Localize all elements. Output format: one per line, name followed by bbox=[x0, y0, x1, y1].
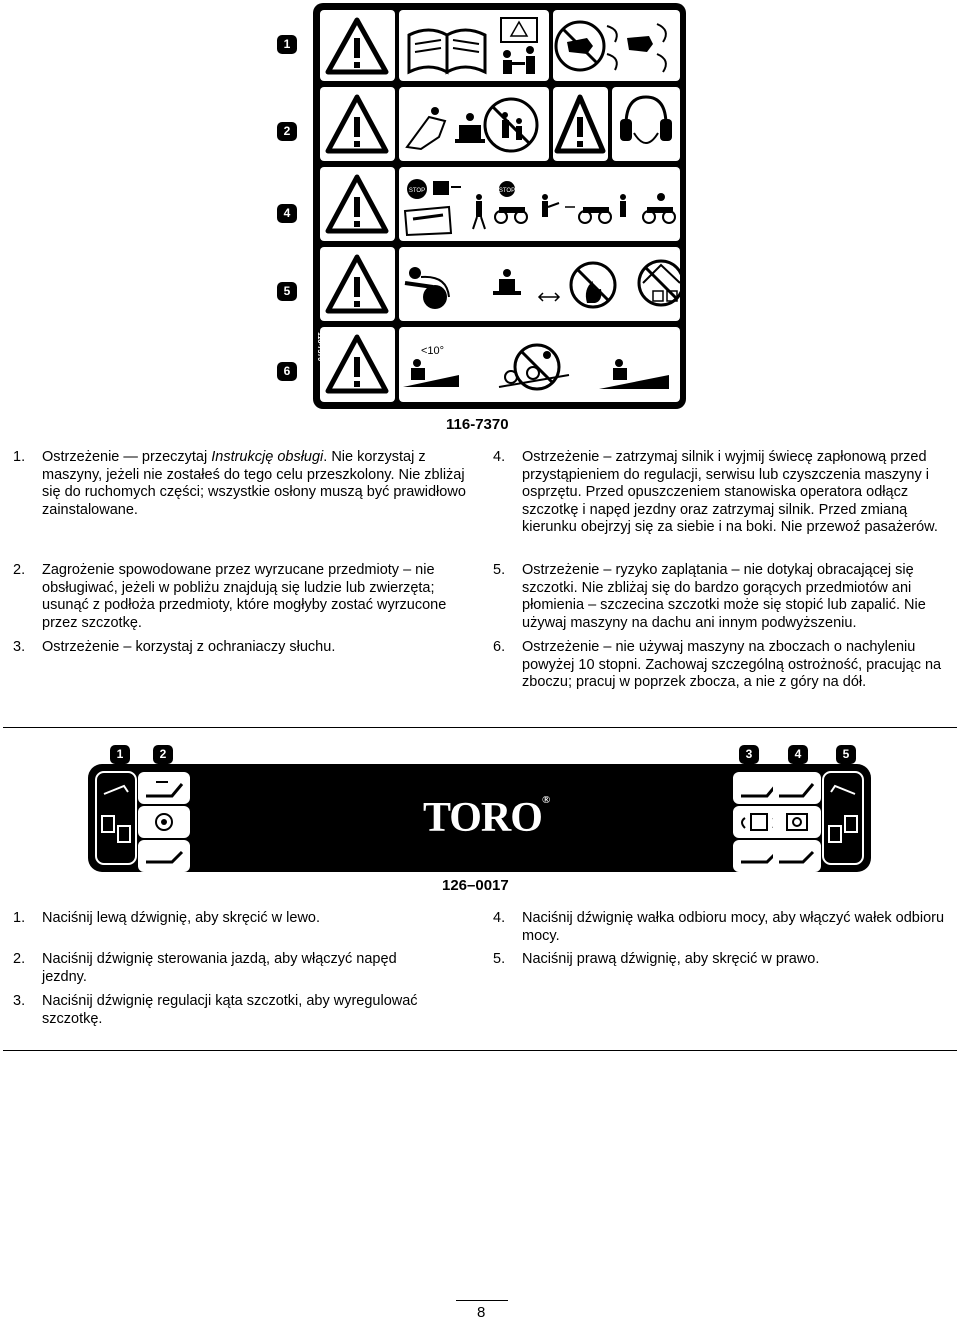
decal1-item-4: 4. Ostrzeżenie – zatrzymaj silnik i wyjmij świecę zapłonową przed przystąpieniem do regulacji, serwisu lub czyszczenia maszyny i osprzętu. Przed opuszczeniem stanowiska operatora odłącz szczotkę i napęd jezdny oraz zatrzymaj silnik. Przed zmianą kierunku obejrzyj się za siebie i na boki. Nie przewoź pasażerów. bbox=[493, 449, 938, 535]
stop-engine-cell bbox=[399, 167, 680, 241]
marker-5: 5 bbox=[836, 745, 856, 764]
svg-text:STOP: STOP bbox=[498, 188, 516, 194]
pto-gear-icon bbox=[773, 806, 821, 838]
read-manual-icon bbox=[399, 10, 549, 81]
moving-parts-cell bbox=[553, 10, 680, 81]
page-number-rule bbox=[456, 1300, 508, 1301]
pto-engage-button[interactable] bbox=[773, 806, 821, 838]
warning-triangle-icon bbox=[320, 10, 395, 81]
svg-text:STOP: STOP bbox=[408, 188, 426, 194]
decal-side-code: 116-7370 bbox=[316, 332, 323, 362]
rotating-brush-fire-roof-icon bbox=[399, 247, 680, 321]
marker-6: 6 bbox=[277, 362, 297, 381]
ear-protection-icon bbox=[612, 87, 680, 161]
pto-lever-button[interactable] bbox=[773, 772, 821, 804]
warning-triangle-icon bbox=[320, 167, 395, 241]
decal2-item-2: 2. Naciśnij dźwignię sterowania jazdą, aby włączyć napęd jezdny. bbox=[13, 951, 397, 985]
marker-1: 1 bbox=[110, 745, 130, 764]
marker-3: 3 bbox=[739, 745, 759, 764]
toro-logo: TORO® bbox=[423, 794, 551, 841]
warning-cell bbox=[320, 167, 395, 241]
right-lever-icon bbox=[773, 840, 821, 872]
slope-cell bbox=[399, 327, 680, 402]
marker-4: 4 bbox=[277, 204, 297, 223]
marker-2: 2 bbox=[277, 122, 297, 141]
right-turn-lever-button[interactable] bbox=[773, 840, 821, 872]
slope-limit-label: <10° bbox=[421, 345, 445, 357]
decal1-item-6: 6. Ostrzeżenie – nie używaj maszyny na zboczach o nachyleniu powyżej 10 stopni. Zachowaj szczególną ostrożność, pracując na zboczu; pracuj w poprzek zbocza, a nie z góry na dół. bbox=[493, 639, 942, 690]
decal1-item-3: 3. Ostrzeżenie – korzystaj z ochraniaczy słuchu. bbox=[13, 639, 336, 655]
decal2-item-3: 3. Naciśnij dźwignię regulacji kąta szczotki, aby wyregulować szczotkę. bbox=[13, 993, 418, 1027]
warning-cell bbox=[553, 87, 608, 161]
section-divider bbox=[3, 1050, 957, 1051]
traction-lever-icon bbox=[138, 840, 190, 872]
marker-5: 5 bbox=[277, 282, 297, 301]
warning-cell bbox=[320, 87, 395, 161]
page-number: 8 bbox=[477, 1304, 486, 1321]
part-number-126-0017: 126–0017 bbox=[442, 877, 509, 894]
section-divider bbox=[3, 727, 957, 728]
hand-entanglement-icon bbox=[553, 10, 680, 81]
warning-triangle-icon bbox=[320, 327, 395, 402]
slope-operation-icon bbox=[399, 327, 680, 402]
left-lever-icon bbox=[138, 772, 190, 804]
warning-triangle-icon bbox=[553, 87, 608, 161]
thrown-objects-cell bbox=[399, 87, 549, 161]
manual-cell bbox=[399, 10, 549, 81]
warning-triangle-icon bbox=[320, 87, 395, 161]
drive-lever-button[interactable] bbox=[138, 806, 190, 838]
left-turn-lever-button[interactable] bbox=[138, 772, 190, 804]
brush-hazard-cell bbox=[399, 247, 680, 321]
stop-engine-service-icon bbox=[399, 167, 680, 241]
drive-wheel-icon bbox=[138, 806, 190, 838]
safety-decal-panel bbox=[313, 3, 686, 409]
part-number-116-7370: 116-7370 bbox=[446, 416, 509, 433]
decal1-item-5: 5. Ostrzeżenie – ryzyko zaplątania – nie dotykaj obracającej się szczotki. Nie zbliżaj się do bardzo gorących przedmiotów ani płomienia – szczecina szczotki może się stopić lub zapalić. Nie używaj maszyny na dachu ani innym podwyższeniu. bbox=[493, 562, 926, 631]
traction-lever-button[interactable] bbox=[138, 840, 190, 872]
warning-cell bbox=[320, 10, 395, 81]
decal1-item-1: 1. Ostrzeżenie — przeczytaj Instrukcję obsługi. Nie korzystaj z maszyny, jeżeli nie zostałeś do tego celu przeszkolony. Nie zbliżaj się do ruchomych części; wszystkie osłony muszą być prawidłowo zainstalowane. bbox=[13, 449, 466, 518]
ear-protection-cell bbox=[612, 87, 680, 161]
decal2-item-5: 5. Naciśnij prawą dźwignię, aby skręcić w prawo. bbox=[493, 951, 820, 967]
decal1-item-2: 2. Zagrożenie spowodowane przez wyrzucane przedmioty – nie obsługiwać, jeżeli w pobliżu znajdują się ludzie lub zwierzęta; usunąć z podłoża przedmioty, które mogłyby zostać wyrzucone przez szczotkę. bbox=[13, 562, 447, 631]
control-panel-decal bbox=[88, 764, 871, 872]
marker-4: 4 bbox=[788, 745, 808, 764]
warning-cell bbox=[320, 327, 395, 402]
thrown-objects-icon bbox=[399, 87, 549, 161]
pto-lever-icon bbox=[773, 772, 821, 804]
decal2-item-1: 1. Naciśnij lewą dźwignię, aby skręcić w lewo. bbox=[13, 910, 321, 926]
warning-cell bbox=[320, 247, 395, 321]
warning-triangle-icon bbox=[320, 247, 395, 321]
marker-2: 2 bbox=[153, 745, 173, 764]
decal2-item-4: 4. Naciśnij dźwignię wałka odbioru mocy, aby włączyć wałek odbioru mocy. bbox=[493, 910, 945, 944]
marker-1: 1 bbox=[277, 35, 297, 54]
